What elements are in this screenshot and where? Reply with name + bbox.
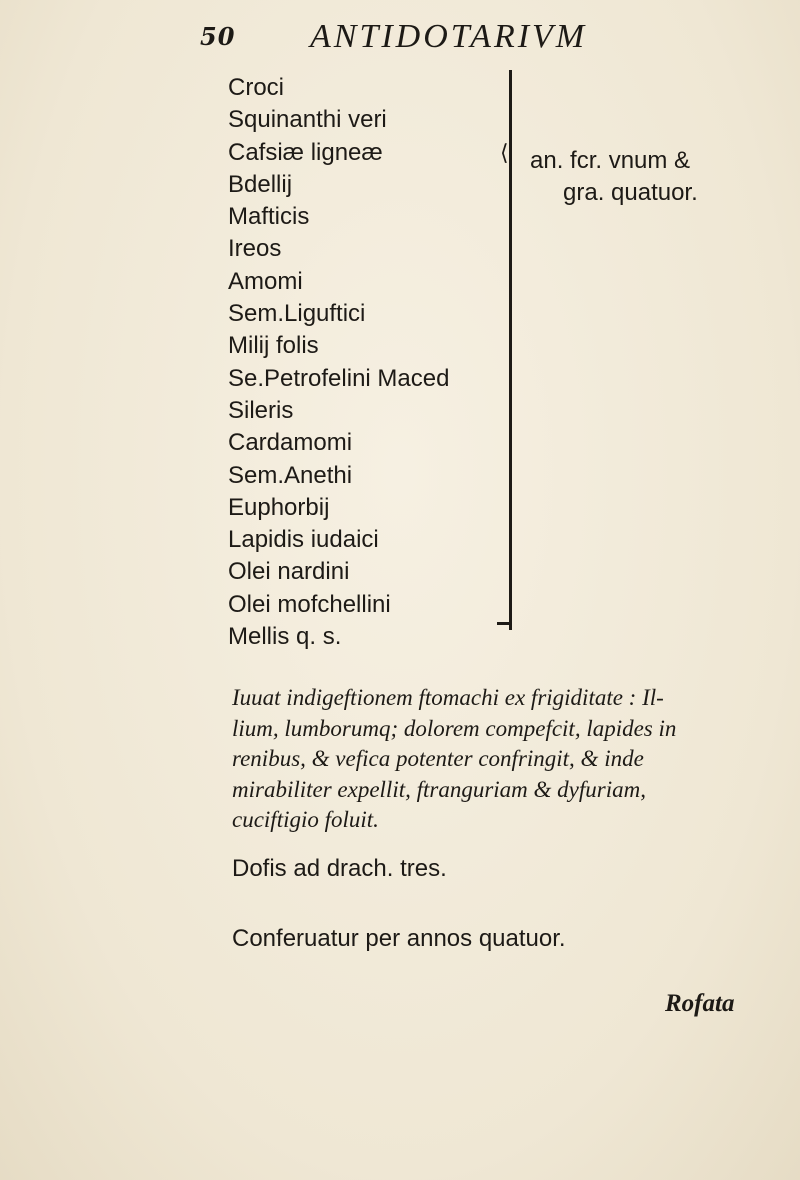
ingredient-line: Sem.Anethi xyxy=(228,461,353,489)
ingredient-line: Olei mofchellini xyxy=(228,590,391,618)
quantity-note xyxy=(530,145,698,209)
usage-line: cuciftigio foluit. xyxy=(232,807,379,832)
running-title: ANTIDOTARIVM xyxy=(310,18,588,55)
storage-line: Conferuatur per annos quatuor. xyxy=(232,925,566,952)
ingredient-line: Sileris xyxy=(228,396,294,424)
ingredient-line: Lapidis iudaici xyxy=(228,526,379,554)
ingredient-line: Se.Petrofelini Maced xyxy=(228,364,450,392)
ingredient-line: Sem.Liguftici xyxy=(228,300,366,328)
brace-end xyxy=(497,622,511,625)
quantity-line: gra. quatuor. xyxy=(563,179,698,206)
ingredient-line: Mafticis xyxy=(228,203,310,231)
usage-line: mirabiliter expellit, ftranguriam & dyfuriam, xyxy=(232,776,646,802)
dose-line: Dofis ad drach. tres. xyxy=(232,855,447,882)
brace-line xyxy=(509,70,512,630)
usage-line: renibus, & vefica potenter confringit, & inde xyxy=(232,746,644,771)
ingredient-line: Olei nardini xyxy=(228,558,350,586)
quantity-line: an. fcr. vnum & xyxy=(530,147,691,174)
ingredient-list xyxy=(228,72,449,653)
catchword: Rofata xyxy=(665,990,735,1017)
ingredient-line: Mellis q. s. xyxy=(228,623,342,651)
ingredient-line: Euphorbij xyxy=(228,493,330,521)
usage-line: lium, lumborumq; dolorem compefcit, lapides in xyxy=(232,715,677,741)
usage-line: Iuuat indigeftionem ftomachi ex frigiditate : Il- xyxy=(232,685,664,710)
ingredient-line: Bdellij xyxy=(228,170,293,198)
ingredient-line: Milij folis xyxy=(228,332,319,360)
ingredient-line: Cardamomi xyxy=(228,429,353,457)
usage-paragraph xyxy=(232,683,712,836)
page-number: 50 xyxy=(200,22,236,51)
ingredient-line: Squinanthi veri xyxy=(228,106,387,134)
ingredient-line: Amomi xyxy=(228,267,303,295)
ingredient-line: Ireos xyxy=(228,235,282,263)
ingredient-line: Croci xyxy=(228,74,285,101)
brace-point-icon: ⟨ xyxy=(500,140,509,165)
ingredient-line: Cafsiæ ligneæ xyxy=(228,138,383,166)
